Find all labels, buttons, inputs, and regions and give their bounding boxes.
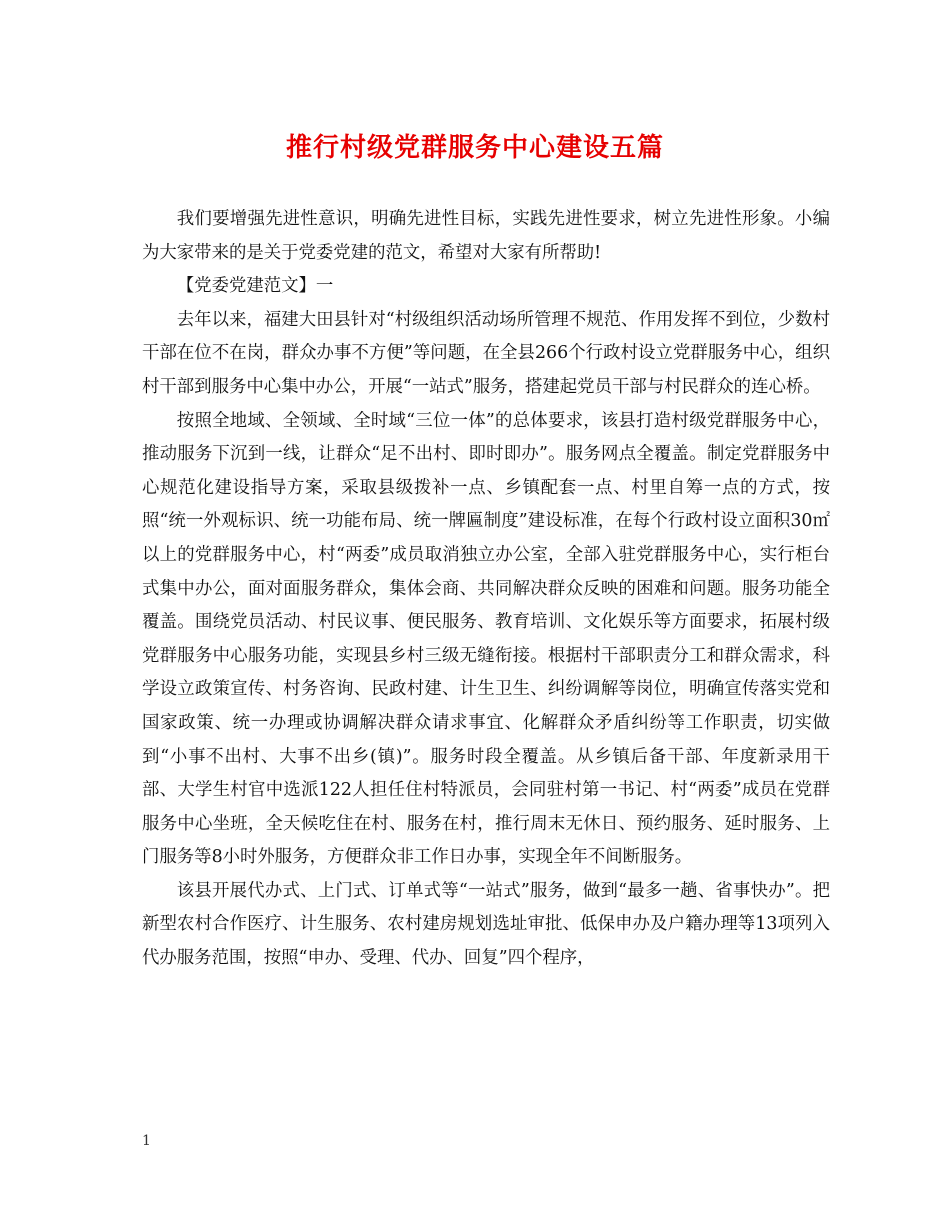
- paragraph-background: 去年以来，福建大田县针对“村级组织活动场所管理不规范、作用发挥不到位，少数村干部在位不在岗，群众办事不方便”等问题，在全县266个行政村设立党群服务中心，组织村干部到服务中心集中办公，开展“一站式”服务，搭建起党员干部与村民群众的连心桥。: [142, 309, 830, 397]
- paragraph-intro: 我们要增强先进性意识，明确先进性目标，实践先进性要求，树立先进性形象。小编为大家带来的是关于党委党建的范文，希望对大家有所帮助!: [142, 209, 830, 263]
- paragraph-coverage: 按照全地域、全领域、全时域“三位一体”的总体要求，该县打造村级党群服务中心，推动服务下沉到一线，让群众“足不出村、即时即办”。服务网点全覆盖。制定党群服务中心规范化建设指导方案，采取县级拨补一点、乡镇配套一点、村里自筹一点的方式，按照“统一外观标识、统一功能布局、统一牌匾制度”建设标准，在每个行政村设立面积30㎡以上的党群服务中心，村“两委”成员取消独立办公室，全部入驻党群服务中心，实行柜台式集中办公，面对面服务群众，集体会商、共同解决群众反映的困难和问题。服务功能全覆盖。围绕党员活动、村民议事、便民服务、教育培训、文化娱乐等方面要求，拓展村级党群服务中心服务功能，实现县乡村三级无缝衔接。根据村干部职责分工和群众需求，科学设立政策宣传、村务咨询、民政村建、计生卫生、纠纷调解等岗位，明确宣传落实党和国家政策、统一办理或协调解决群众请求事宜、化解群众矛盾纠纷等工作职责，切实做到“小事不出村、大事不出乡(镇)”。服务时段全覆盖。从乡镇后备干部、年度新录用干部、大学生村官中选派122人担任住村特派员，会同驻村第一书记、村“两委”成员在党群服务中心坐班，全天候吃住在村、服务在村，推行周末无休日、预约服务、延时服务、上门服务等8小时外服务，方便群众非工作日办事，实现全年不间断服务。: [142, 410, 830, 868]
- document-title: 推行村级党群服务中心建设五篇: [285, 133, 664, 163]
- paragraph-one-stop-service: 该县开展代办式、上门式、订单式等“一站式”服务，做到“最多一趟、省事快办”。把新型农村合作医疗、计生服务、农村建房规划选址审批、低保申办及户籍办理等13项列入代办服务范围，按照“申办、受理、代办、回复”四个程序，: [142, 880, 830, 969]
- page-number: 1: [142, 1133, 151, 1149]
- paragraph-section-heading: 【党委党建范文】一: [176, 276, 334, 297]
- document-body: [142, 203, 830, 976]
